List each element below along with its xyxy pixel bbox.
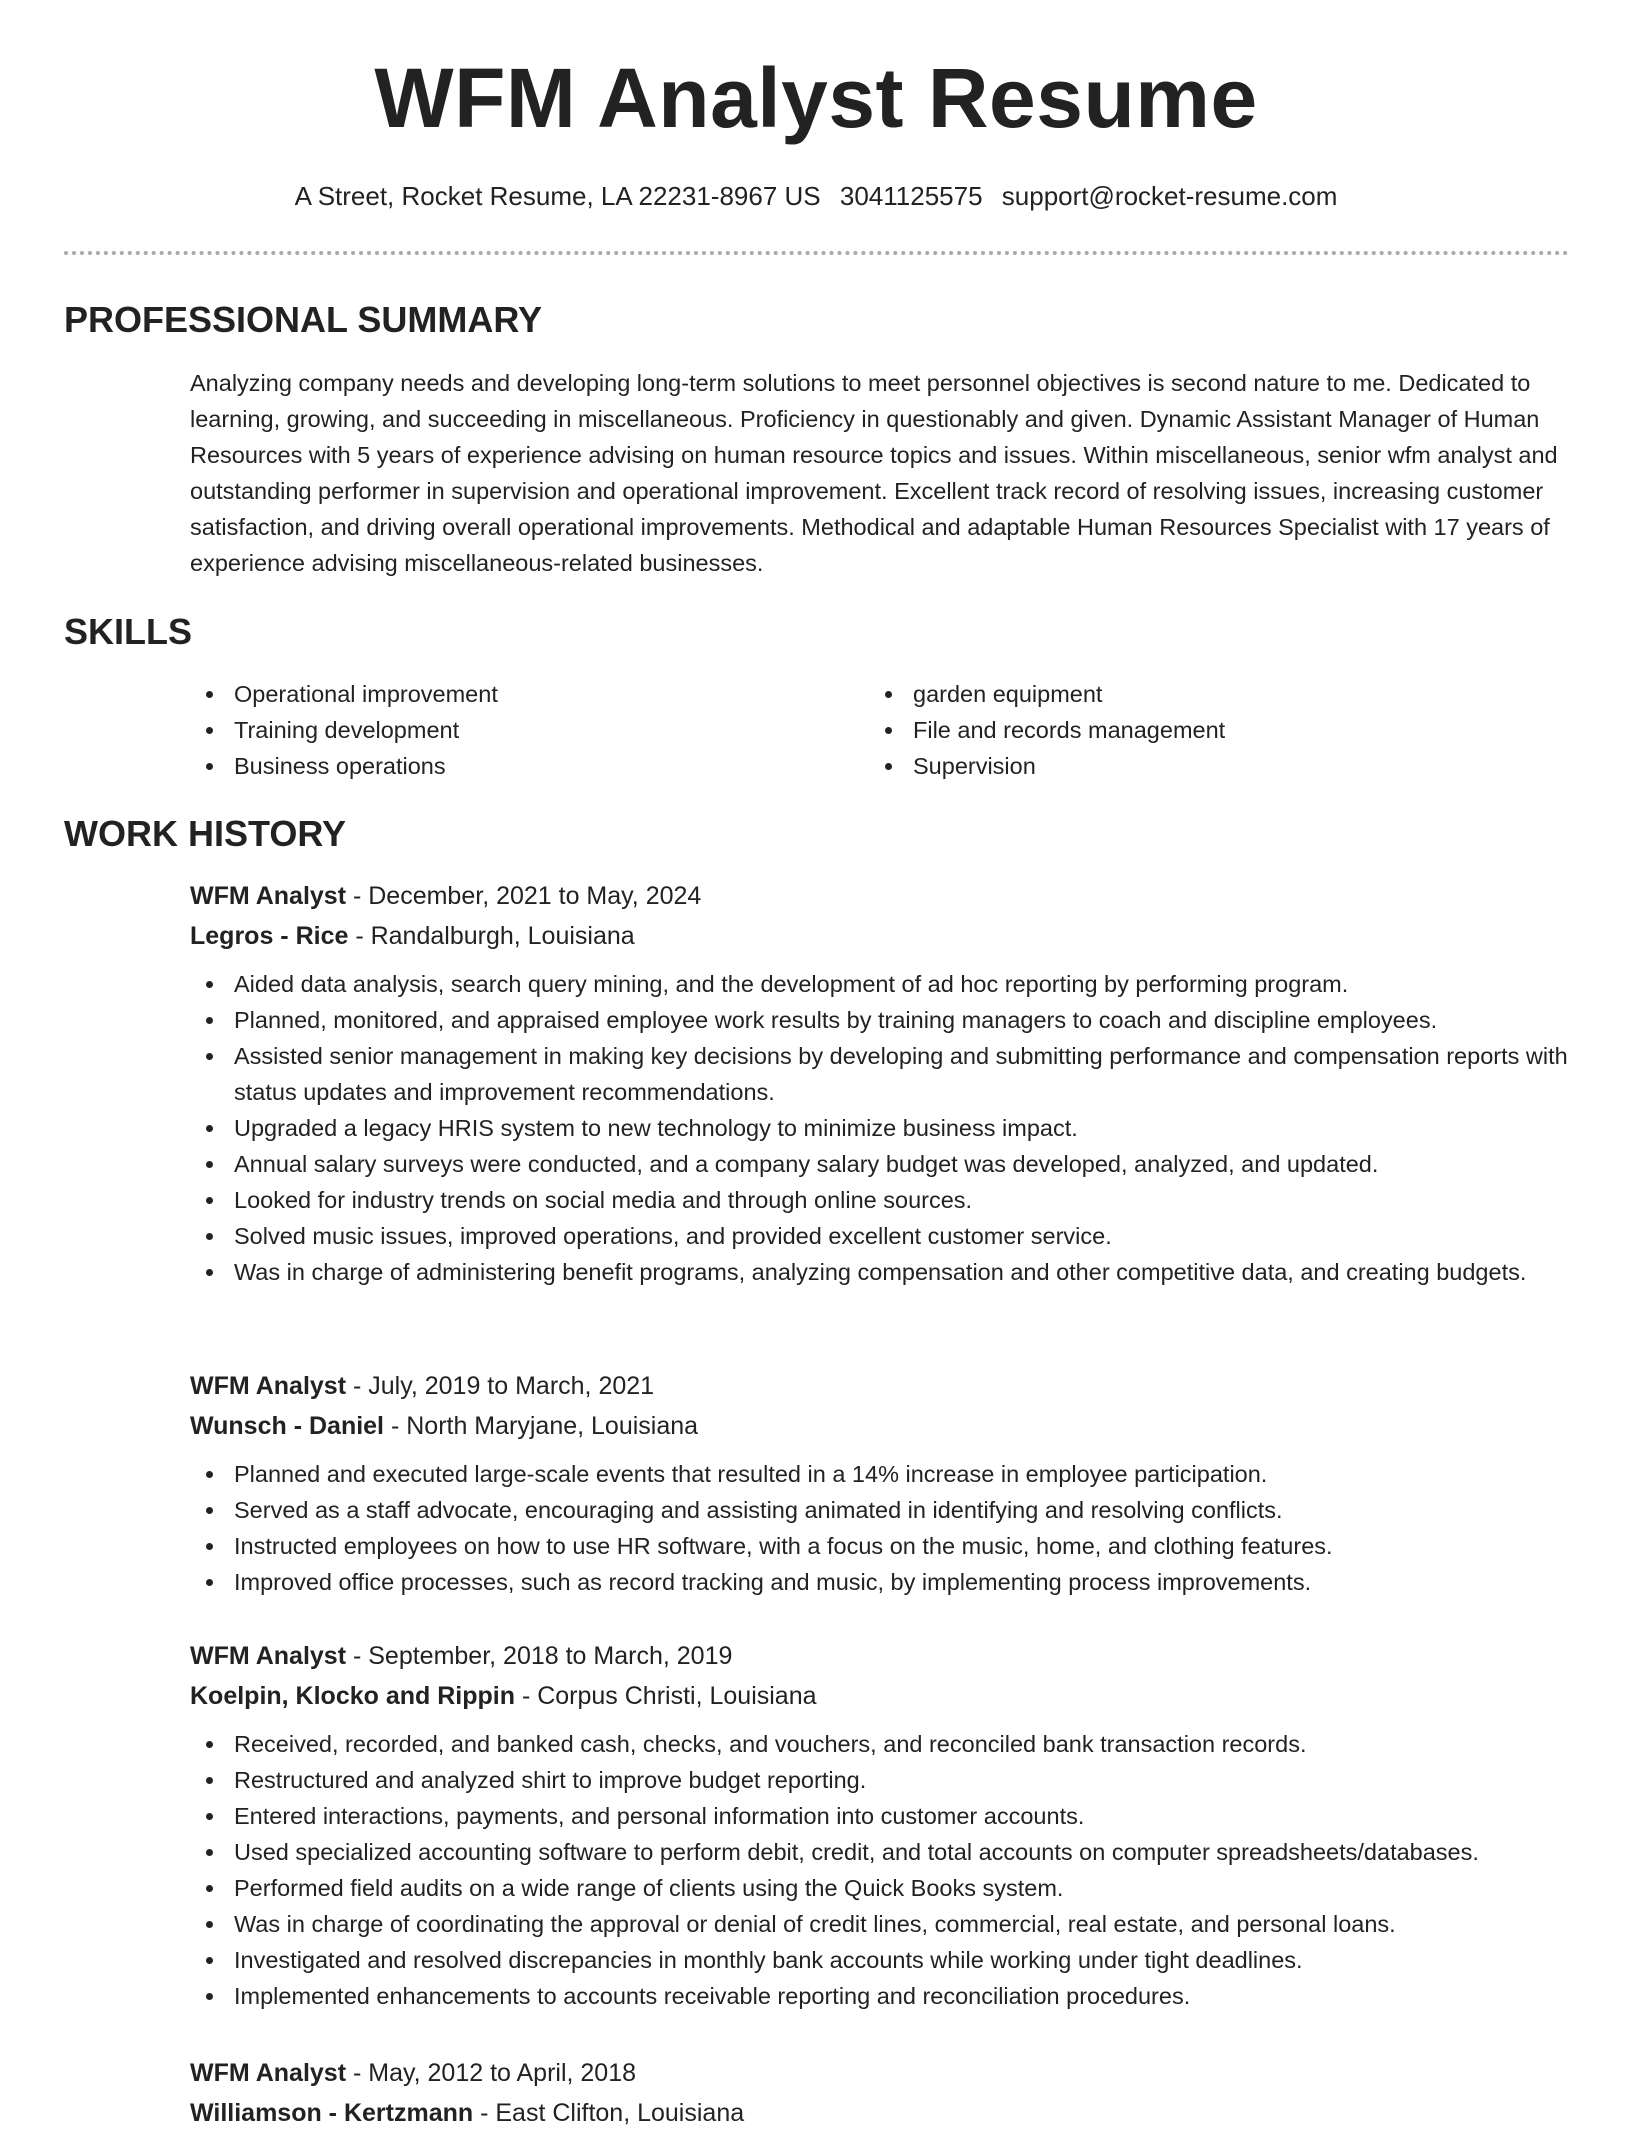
job-company: Williamson - Kertzmann (190, 2099, 474, 2127)
job-bullet: Restructured and analyzed shirt to improve budget reporting. (190, 1762, 1590, 1798)
job-bullet: Upgraded a legacy HRIS system to new technology to minimize business impact. (190, 1110, 1590, 1146)
job-bullet: Served as a staff advocate, encouraging and assisting animated in identifying and resolving conflicts. (190, 1492, 1590, 1528)
job-bullets (190, 1456, 1590, 1600)
job-title: WFM Analyst (190, 1642, 347, 1670)
summary-text: Analyzing company needs and developing long-term solutions to meet personnel objectives is second nature to me. Dedicated to learning, growing, and succeeding in miscellaneous. Proficiency in questionably and given. Dynamic Assistant Manager of Human Resources with 5 years of experience advising on human resource topics and issues. Within miscellaneous, senior wfm analyst and outstanding performer in supervision and operational improvement. Excellent track record of resolving issues, increasing customer satisfaction, and driving overall operational improvements. Methodical and adaptable Human Resources Specialist with 17 years of experience advising miscellaneous-related businesses. (190, 370, 1558, 576)
job-dates: - September, 2018 to March, 2019 (346, 1642, 733, 1670)
summary-heading: PROFESSIONAL SUMMARY (64, 299, 543, 340)
job-entry (190, 1366, 1590, 1600)
job-bullet: Aided data analysis, search query mining, and the development of ad hoc reporting by performing program. (190, 966, 1590, 1002)
skill-item: Training development (190, 712, 830, 748)
job-title: WFM Analyst (190, 1372, 347, 1400)
work-history-heading: WORK HISTORY (64, 813, 347, 854)
job-title-line (190, 2053, 1590, 2093)
job-title: WFM Analyst (190, 882, 347, 910)
job-bullet: Improved office processes, such as record tracking and music, by implementing process improvements. (190, 1564, 1590, 1600)
job-company-line (190, 2093, 1590, 2133)
job-title-line (190, 876, 1590, 916)
job-bullet: Used specialized accounting software to perform debit, credit, and total accounts on computer spreadsheets/databases. (190, 1834, 1590, 1870)
contact-phone: 3041125575 (839, 181, 983, 211)
contact-email: support@rocket-resume.com (1001, 181, 1338, 211)
job-company-line (190, 1676, 1590, 1716)
job-company: Legros - Rice (190, 922, 349, 950)
job-company-line (190, 1406, 1590, 1446)
job-bullet: Planned and executed large-scale events that resulted in a 14% increase in employee participation. (190, 1456, 1590, 1492)
skill-item: Supervision (869, 748, 1509, 784)
job-bullet: Instructed employees on how to use HR software, with a focus on the music, home, and clothing features. (190, 1528, 1590, 1564)
job-entry (190, 2053, 1590, 2133)
job-bullet: Looked for industry trends on social media and through online sources. (190, 1182, 1590, 1218)
job-entry (190, 1636, 1590, 2014)
job-bullets (190, 1726, 1590, 2014)
job-bullet: Planned, monitored, and appraised employee work results by training managers to coach and discipline employees. (190, 1002, 1590, 1038)
job-dates: - July, 2019 to March, 2021 (346, 1372, 655, 1400)
job-bullet: Entered interactions, payments, and personal information into customer accounts. (190, 1798, 1590, 1834)
skill-item: File and records management (869, 712, 1509, 748)
header-divider (64, 251, 1569, 255)
job-bullet: Was in charge of administering benefit programs, analyzing compensation and other competitive data, and creating budgets. (190, 1254, 1590, 1290)
job-bullet: Annual salary surveys were conducted, and a company salary budget was developed, analyzed, and updated. (190, 1146, 1590, 1182)
skills-heading: SKILLS (64, 611, 193, 652)
job-bullet: Received, recorded, and banked cash, checks, and vouchers, and reconciled bank transaction records. (190, 1726, 1590, 1762)
job-entry (190, 876, 1590, 1290)
contact-line (0, 180, 1632, 214)
job-bullet: Implemented enhancements to accounts receivable reporting and reconciliation procedures. (190, 1978, 1590, 2014)
job-company-line (190, 916, 1590, 956)
job-company: Wunsch - Daniel (190, 1412, 385, 1440)
skill-item: garden equipment (869, 676, 1509, 712)
job-location: - Corpus Christi, Louisiana (515, 1682, 817, 1710)
skills-list-left (190, 676, 830, 784)
resume-title: WFM Analyst Resume (374, 51, 1258, 145)
job-bullet: Solved music issues, improved operations, and provided excellent customer service. (190, 1218, 1590, 1254)
job-title: WFM Analyst (190, 2059, 347, 2087)
job-location: - East Clifton, Louisiana (473, 2099, 745, 2127)
job-title-line (190, 1366, 1590, 1406)
job-company: Koelpin, Klocko and Rippin (190, 1682, 515, 1710)
skills-list-right (869, 676, 1509, 784)
job-location: - North Maryjane, Louisiana (384, 1412, 699, 1440)
job-bullet: Was in charge of coordinating the approval or denial of credit lines, commercial, real estate, and personal loans. (190, 1906, 1590, 1942)
job-bullet: Assisted senior management in making key decisions by developing and submitting performance and compensation reports with status updates and improvement recommendations. (190, 1038, 1590, 1110)
job-bullets (190, 966, 1590, 1290)
job-bullet: Performed field audits on a wide range of clients using the Quick Books system. (190, 1870, 1590, 1906)
job-dates: - May, 2012 to April, 2018 (346, 2059, 637, 2087)
job-location: - Randalburgh, Louisiana (348, 922, 635, 950)
contact-address: A Street, Rocket Resume, LA 22231-8967 US (294, 181, 821, 211)
skill-item: Business operations (190, 748, 830, 784)
skill-item: Operational improvement (190, 676, 830, 712)
job-bullet: Investigated and resolved discrepancies in monthly bank accounts while working under tight deadlines. (190, 1942, 1590, 1978)
job-dates: - December, 2021 to May, 2024 (346, 882, 702, 910)
job-title-line (190, 1636, 1590, 1676)
